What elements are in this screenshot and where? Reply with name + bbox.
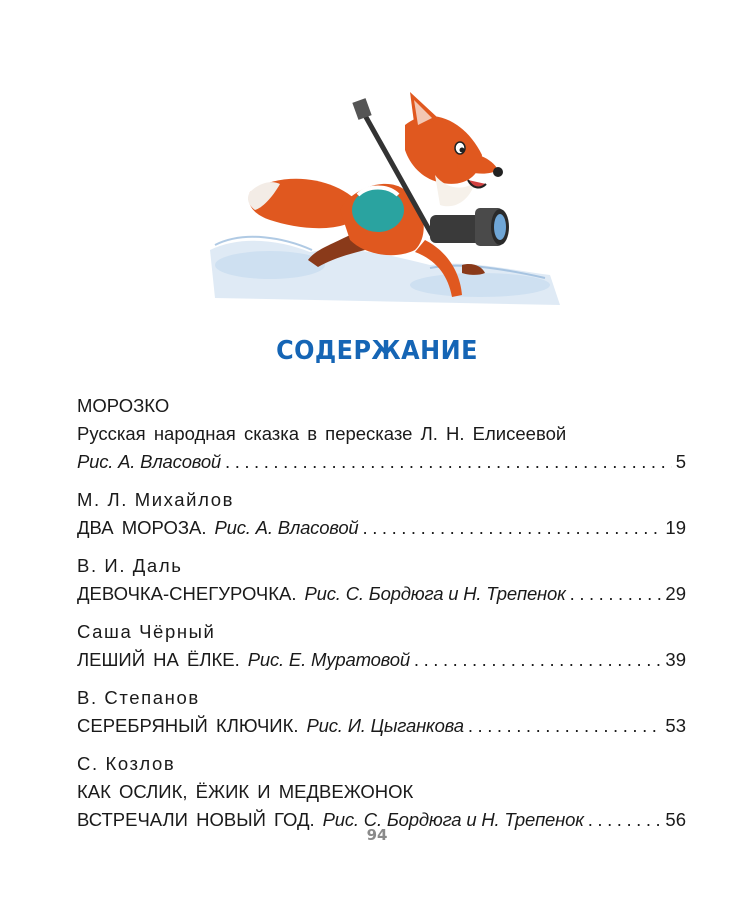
story-title: ДВА МОРОЗА. (77, 517, 207, 538)
page-title: СОДЕРЖАНИЕ (276, 336, 478, 366)
author-name: Саша Чёрный (77, 621, 216, 642)
illustrator-credit: Рис. С. Бордюга и Н. Трепенок (304, 583, 566, 604)
page-ref[interactable]: 39 (665, 649, 686, 670)
page-ref[interactable]: 56 (665, 809, 686, 830)
toc-line[interactable] (77, 712, 686, 740)
fox-with-camera-icon (200, 70, 570, 320)
story-subtitle: Русская народная сказка в пересказе Л. Н. Елисеевой (77, 423, 567, 444)
page-ref[interactable]: 53 (665, 715, 686, 736)
toc-line[interactable] (77, 448, 686, 476)
fox-illustration (200, 70, 570, 320)
dot-leader (468, 712, 662, 740)
toc-line[interactable] (77, 580, 686, 608)
dot-leader (414, 646, 662, 674)
illustrator-credit: Рис. И. Цыганкова (306, 715, 464, 736)
toc-line[interactable] (77, 646, 686, 674)
page-number: 94 (366, 826, 388, 844)
toc-line (77, 392, 686, 420)
illustrator-credit: Рис. С. Бордюга и Н. Трепенок (322, 809, 584, 830)
dot-leader (225, 448, 672, 476)
author-name: С. Козлов (77, 753, 176, 774)
toc-entry (77, 684, 686, 740)
toc-entry (77, 552, 686, 608)
story-title: ДЕВОЧКА-СНЕГУРОЧКА. (77, 583, 297, 604)
toc-line (77, 684, 686, 712)
dot-leader (570, 580, 662, 608)
story-title: СЕРЕБРЯНЫЙ КЛЮЧИК. (77, 715, 299, 736)
toc-entry (77, 392, 686, 476)
author-name: М. Л. Михайлов (77, 489, 235, 510)
table-of-contents (77, 392, 686, 844)
story-title: МОРОЗКО (77, 395, 170, 416)
toc-line (77, 778, 686, 806)
toc-line (77, 486, 686, 514)
story-title: ЛЕШИЙ НА ЁЛКЕ. (77, 649, 240, 670)
story-title: КАК ОСЛИК, ЁЖИК И МЕДВЕЖОНОК (77, 781, 414, 802)
toc-line[interactable] (77, 514, 686, 542)
page-ref[interactable]: 29 (665, 583, 686, 604)
author-name: В. И. Даль (77, 555, 183, 576)
toc-line (77, 618, 686, 646)
illustrator-credit: Рис. А. Власовой (77, 451, 222, 472)
story-title: ВСТРЕЧАЛИ НОВЫЙ ГОД. (77, 809, 315, 830)
toc-line (77, 750, 686, 778)
dot-leader (363, 514, 662, 542)
toc-entry (77, 618, 686, 674)
illustrator-credit: Рис. А. Власовой (214, 517, 359, 538)
toc-line (77, 552, 686, 580)
author-name: В. Степанов (77, 687, 200, 708)
page-ref[interactable]: 5 (675, 451, 686, 472)
toc-entry (77, 750, 686, 834)
toc-entry (77, 486, 686, 542)
illustrator-credit: Рис. Е. Муратовой (247, 649, 410, 670)
page-ref[interactable]: 19 (665, 517, 686, 538)
toc-line (77, 420, 686, 448)
